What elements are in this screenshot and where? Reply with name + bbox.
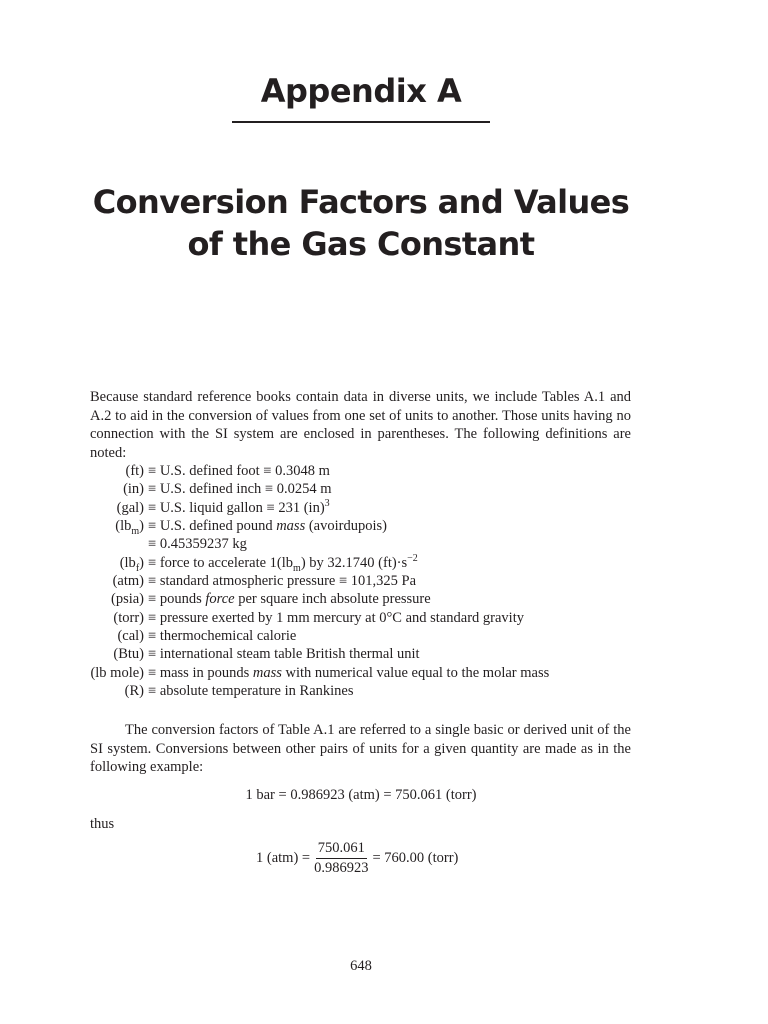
conversion-paragraph: The conversion factors of Table A.1 are referred to a single basic or derived unit of the SI system. Conversions between other pairs of units for a given quantity are made as in the following example:	[90, 722, 631, 776]
definition-lbm-kg	[40, 535, 549, 553]
definition-lb-mole	[40, 664, 549, 682]
definition-text: pounds	[159, 591, 206, 608]
definition-unit: (R)	[124, 683, 144, 700]
equation-bar-conversion: 1 bar = 0.986923 (atm) = 750.061 (torr)	[245, 787, 477, 803]
definition-atm	[40, 572, 549, 590]
equivalence-symbol: ≡	[148, 646, 157, 663]
definition-text: 0.45359237 kg	[159, 536, 247, 553]
definition-text: pressure exerted by 1 mm mercury at 0°C and standard gravity	[159, 609, 524, 626]
definition-unit: (in)	[123, 481, 144, 498]
unit-subscript: m	[131, 525, 140, 537]
definition-unit: (atm)	[112, 573, 144, 590]
equivalence-symbol: ≡	[148, 554, 157, 571]
fraction-numerator: 750.061	[316, 840, 367, 859]
definition-text: U.S. liquid gallon ≡ 231 (in)	[159, 499, 325, 516]
definition-text: U.S. defined foot ≡ 0.3048 m	[159, 463, 330, 479]
equivalence-symbol: ≡	[148, 609, 157, 626]
definition-torr	[40, 609, 549, 627]
equation-lhs: 1 (atm) =	[256, 850, 311, 866]
definition-unit: (Btu)	[113, 646, 144, 663]
equivalence-symbol: ≡	[148, 683, 157, 700]
definition-unit: (torr)	[113, 609, 144, 626]
definition-unit	[40, 517, 144, 535]
definition-text: thermochemical calorie	[159, 628, 297, 645]
equivalence-symbol: ≡	[148, 664, 157, 681]
intro-paragraph: Because standard reference books contain data in diverse units, we include Tables A.1 and A.2 to aid in the conversion of values from one set of units to another. Those units having no connection with the SI system are enclosed in parentheses. The following definitions are noted:	[90, 389, 631, 462]
equation-atm-conversion	[256, 840, 458, 877]
definition-in	[40, 480, 549, 498]
equivalence-symbol: ≡	[148, 518, 157, 535]
definition-unit: (cal)	[117, 628, 144, 645]
equivalence-symbol: ≡	[148, 463, 157, 479]
chapter-title-line-1: Conversion Factors and Values	[92, 183, 630, 221]
definition-emphasis: mass	[252, 664, 282, 681]
chapter-title	[0, 181, 722, 265]
fraction	[314, 840, 368, 877]
subscript: m	[293, 562, 301, 574]
definition-text: force to accelerate 1(lb	[159, 554, 294, 571]
definition-text-after: (avoirdupois)	[305, 518, 387, 535]
definition-unit	[40, 554, 144, 572]
definition-unit: (gal)	[116, 499, 144, 516]
definition-text-after: ) by 32.1740 (ft)·s	[300, 554, 408, 571]
unit-subscript: f	[135, 562, 140, 574]
definition-unit: (psia)	[110, 591, 144, 608]
equivalence-symbol: ≡	[148, 481, 157, 498]
definition-text-after: with numerical value equal to the molar mass	[281, 664, 550, 681]
page-number: 648	[350, 958, 372, 974]
definition-btu	[40, 645, 549, 663]
unit-base: (lb	[115, 518, 132, 535]
unit-base: (lb	[119, 554, 136, 571]
equivalence-symbol: ≡	[148, 573, 157, 590]
chapter-title-line-2: of the Gas Constant	[187, 225, 535, 263]
definition-list	[40, 462, 549, 700]
definition-lbf	[40, 554, 549, 572]
definition-ft	[40, 462, 549, 480]
definition-text: U.S. defined pound	[159, 518, 277, 535]
definition-lbm	[40, 517, 549, 535]
fraction-denominator: 0.986923	[314, 860, 369, 876]
definition-text: U.S. defined inch ≡ 0.0254 m	[159, 481, 332, 498]
definition-text: mass in pounds	[159, 664, 253, 681]
definition-psia	[40, 590, 549, 608]
definition-text: standard atmospheric pressure ≡ 101,325 Pa	[159, 573, 417, 590]
equivalence-symbol: ≡	[148, 591, 157, 608]
definition-emphasis: mass	[276, 518, 306, 535]
definition-cal	[40, 627, 549, 645]
definition-unit: (lb mole)	[90, 664, 144, 681]
appendix-title: Appendix A	[260, 72, 462, 110]
definition-gal	[40, 499, 549, 517]
definition-emphasis: force	[205, 591, 235, 608]
title-rule	[232, 121, 490, 123]
equivalence-symbol: ≡	[148, 628, 157, 645]
unit-close: )	[139, 518, 144, 535]
definition-text: international steam table British thermal unit	[159, 646, 420, 663]
definition-text: absolute temperature in Rankines	[159, 683, 354, 700]
equation-rhs: = 760.00 (torr)	[372, 850, 459, 866]
superscript: −2	[407, 552, 418, 564]
equivalence-symbol: ≡	[148, 536, 157, 553]
definition-unit: (ft)	[125, 463, 144, 479]
superscript: 3	[324, 497, 330, 509]
equivalence-symbol: ≡	[148, 499, 157, 516]
unit-close: )	[139, 554, 144, 571]
definition-r	[40, 682, 549, 700]
definition-text-after: per square inch absolute pressure	[234, 591, 431, 608]
thus-label: thus	[90, 816, 115, 832]
